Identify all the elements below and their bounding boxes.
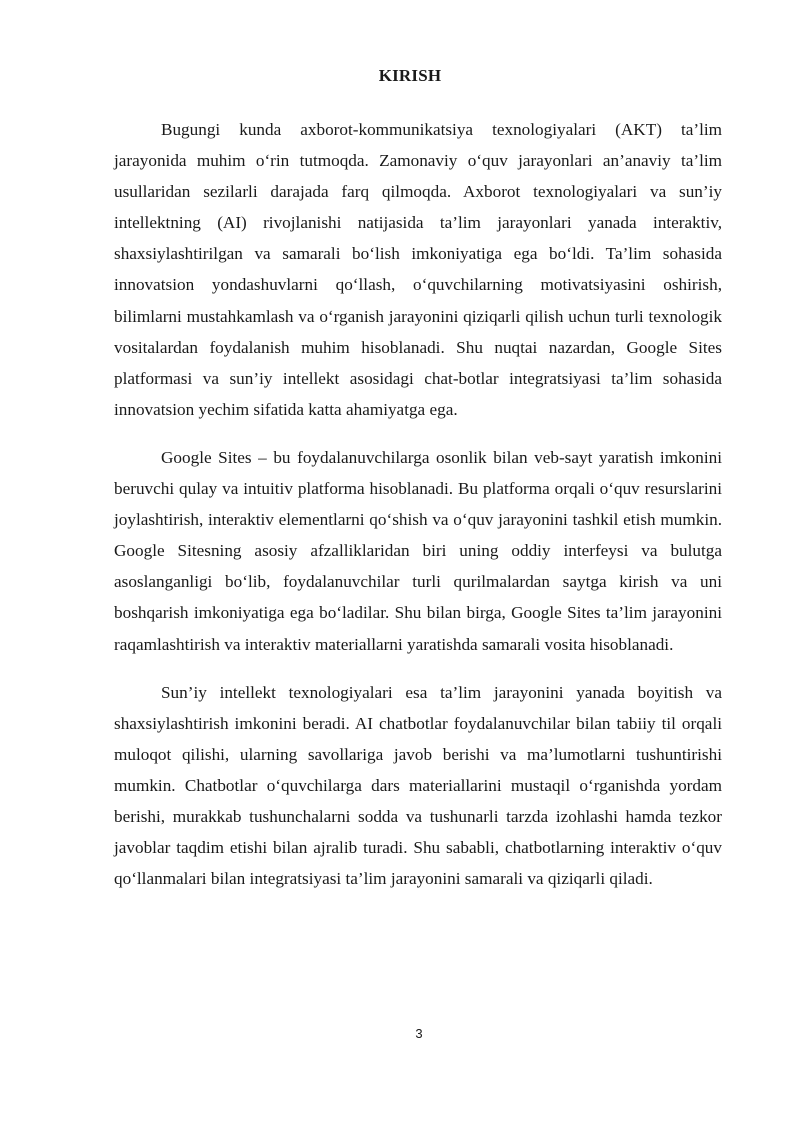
section-title: KIRISH [378,66,442,85]
paragraph-google-sites: Google Sites – bu foydalanuvchilarga osonlik bilan veb-sayt yaratish imkonini beruvchi qulay va intuitiv platforma hisoblanadi. Bu platforma orqali o‘quv resurslarini joylashtirish, interaktiv elementlarni qo‘shish va o‘quv jarayonini tashkil etish mumkin. Google Sitesning asosiy afzalliklaridan biri uning oddiy interfeysi va bulutga asoslanganligi bo‘lib, foydalanuvchilar turli qurilmalardan saytga kirish va uni boshqarish imkoniyatiga ega bo‘ladilar. Shu bilan birga, Google Sites ta’lim jarayonini raqamlashtirish va interaktiv materiallarni yaratishda samarali vosita hisoblanadi. [114,447,722,654]
paragraph-ai-chatbots: Sun’iy intellekt texnologiyalari esa ta’lim jarayonini yanada boyitish va shaxsiylashtirish imkonini beradi. AI chatbotlar foydalanuvchilar bilan tabiiy til orqali muloqot qilishi, ularning savollariga javob berishi va ma’lumotlarni tushuntirishi mumkin. Chatbotlar o‘quvchilarga dars materiallarini mustaqil o‘rganishda yordam berishi, murakkab tushunchalarni sodda va tushunarli tarzda izohlashi hamda tezkor javoblar taqdim etishi bilan ajralib turadi. Shu sababli, chatbotlarning interaktiv o‘quv qo‘llanmalari bilan integratsiyasi ta’lim jarayonini samarali va qiziqarli qiladi. [114,682,722,889]
paragraph-intro-akt: Bugungi kunda axborot-kommunikatsiya texnologiyalari (AKT) ta’lim jarayonida muhim o‘rin tutmoqda. Zamonaviy o‘quv jarayonlari an’anaviy ta’lim usullaridan sezilarli darajada farq qilmoqda. Axborot texnologiyalari va sun’iy intellektning (AI) rivojlanishi natijasida ta’lim jarayonlari yanada interaktiv, shaxsiylashtirilgan va samarali bo‘lish imkoniyatiga ega bo‘ldi. Ta’lim sohasida innovatsion yondashuvlarni qo‘llash, o‘quvchilarning motivatsiyasini oshirish, bilimlarni mustahkamlash va o‘rganish jarayonini qiziqarli qilish uchun turli texnologik vositalardan foydalanish muhim hisoblanadi. Shu nuqtai nazardan, Google Sites platformasi va sun’iy intellekt asosidagi chat-botlar integratsiyasi ta’lim sohasida innovatsion yechim sifatida katta ahamiyatga ega. [114,120,722,419]
page-number: 3 [415,1026,423,1041]
body-text [114,114,722,911]
